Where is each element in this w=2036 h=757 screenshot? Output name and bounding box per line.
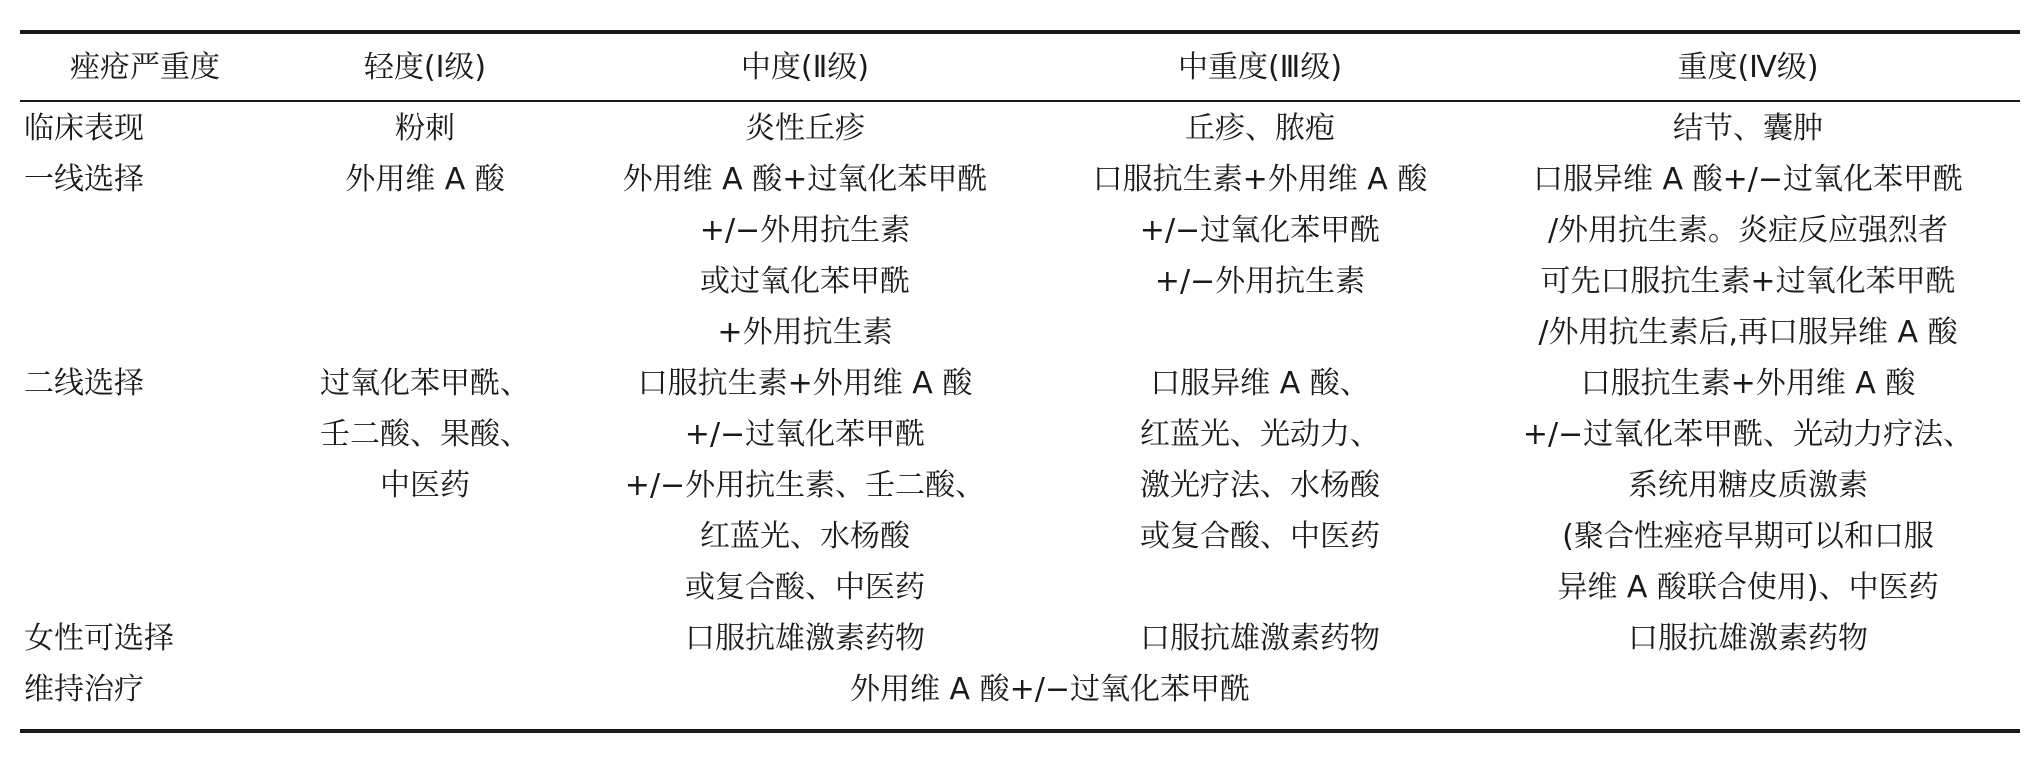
cell-first-line-moderate-severe [1093, 154, 1428, 307]
row-label-maintenance: 维持治疗 [24, 672, 144, 707]
cell-line: 丘疹、脓疱 [1185, 111, 1335, 146]
cell-first-line-moderate [623, 154, 988, 358]
cell-line: 口服异维 A 酸、 [1150, 366, 1370, 401]
cell-line: 外用维 A 酸 [345, 162, 505, 197]
cell-line: 过氧化苯甲酰、 [320, 366, 530, 401]
cell-first-line-severe [1533, 154, 1963, 358]
cell-line: 口服抗雄激素药物 [1628, 621, 1868, 656]
cell-line: 口服抗雄激素药物 [1140, 621, 1380, 656]
cell-line: 中医药 [380, 468, 470, 503]
cell-line: +/−外用抗生素 [699, 213, 911, 248]
cell-line: 激光疗法、水杨酸 [1140, 468, 1380, 503]
cell-line: +/−过氧化苯甲酰 [684, 417, 926, 452]
cell-clinical-mild [395, 103, 455, 154]
cell-line: 口服异维 A 酸+/−过氧化苯甲酰 [1533, 162, 1963, 197]
cell-line: 或过氧化苯甲酰 [699, 264, 910, 299]
cell-line: 红蓝光、光动力、 [1140, 417, 1380, 452]
cell-line: 异维 A 酸联合使用)、中医药 [1557, 570, 1939, 605]
cell-second-line-moderate-severe [1140, 358, 1380, 562]
cell-line: 口服抗生素+外用维 A 酸 [1092, 162, 1428, 197]
header-severity: 痤疮严重度 [70, 50, 220, 85]
cell-clinical-moderate-severe [1185, 103, 1335, 154]
header-moderate-severe: 中重度(Ⅲ级) [1177, 50, 1343, 85]
cell-clinical-severe [1673, 103, 1823, 154]
header-mild: 轻度(Ⅰ级) [363, 50, 487, 85]
cell-line: 红蓝光、水杨酸 [699, 519, 910, 554]
cell-clinical-moderate [745, 103, 865, 154]
cell-second-line-severe [1523, 358, 1973, 613]
cell-line: 粉刺 [395, 111, 455, 146]
cell-female-moderate [685, 613, 925, 664]
cell-line: +/−过氧化苯甲酰、光动力疗法、 [1522, 417, 1974, 452]
row-label-clinical: 临床表现 [24, 111, 144, 146]
cell-line: +/−外用抗生素 [1154, 264, 1366, 299]
cell-line: 壬二酸、果酸、 [320, 417, 530, 452]
cell-line: +/−过氧化苯甲酰 [1139, 213, 1381, 248]
header-severe: 重度(Ⅳ级) [1677, 50, 1819, 85]
header-moderate: 中度(Ⅱ级) [740, 50, 870, 85]
cell-line: 或复合酸、中医药 [684, 570, 925, 605]
table-bottom-rule [20, 729, 2020, 733]
row-label-second-line: 二线选择 [24, 366, 144, 401]
cell-line: 结节、囊肿 [1673, 111, 1823, 146]
cell-second-line-moderate [625, 358, 985, 613]
cell-line: 可先口服抗生素+过氧化苯甲酰 [1540, 264, 1956, 299]
cell-female-severe [1628, 613, 1868, 664]
cell-line: /外用抗生素。炎症反应强烈者 [1547, 213, 1949, 248]
cell-line: /外用抗生素后,再口服异维 A 酸 [1538, 315, 1958, 350]
table-header-rule [20, 100, 2020, 102]
cell-line: (聚合性痤疮早期可以和口服 [1562, 519, 1934, 554]
cell-female-moderate-severe [1140, 613, 1380, 664]
cell-line: 口服抗雄激素药物 [685, 621, 925, 656]
cell-first-line-mild [345, 154, 505, 205]
cell-line: 或复合酸、中医药 [1140, 519, 1380, 554]
row-label-first-line: 一线选择 [24, 162, 144, 197]
cell-line: 炎性丘疹 [745, 111, 865, 146]
cell-line: +外用抗生素 [717, 315, 893, 350]
row-label-female: 女性可选择 [24, 621, 174, 656]
cell-line: 口服抗生素+外用维 A 酸 [1580, 366, 1916, 401]
cell-line: 系统用糖皮质激素 [1627, 468, 1868, 503]
cell-line: 外用维 A 酸+过氧化苯甲酰 [622, 162, 988, 197]
cell-maintenance: 外用维 A 酸+/−过氧化苯甲酰 [850, 672, 1250, 707]
table-top-rule [20, 30, 2020, 34]
cell-line: 口服抗生素+外用维 A 酸 [637, 366, 973, 401]
cell-second-line-mild [320, 358, 530, 511]
cell-line: +/−外用抗生素、壬二酸、 [624, 468, 986, 503]
